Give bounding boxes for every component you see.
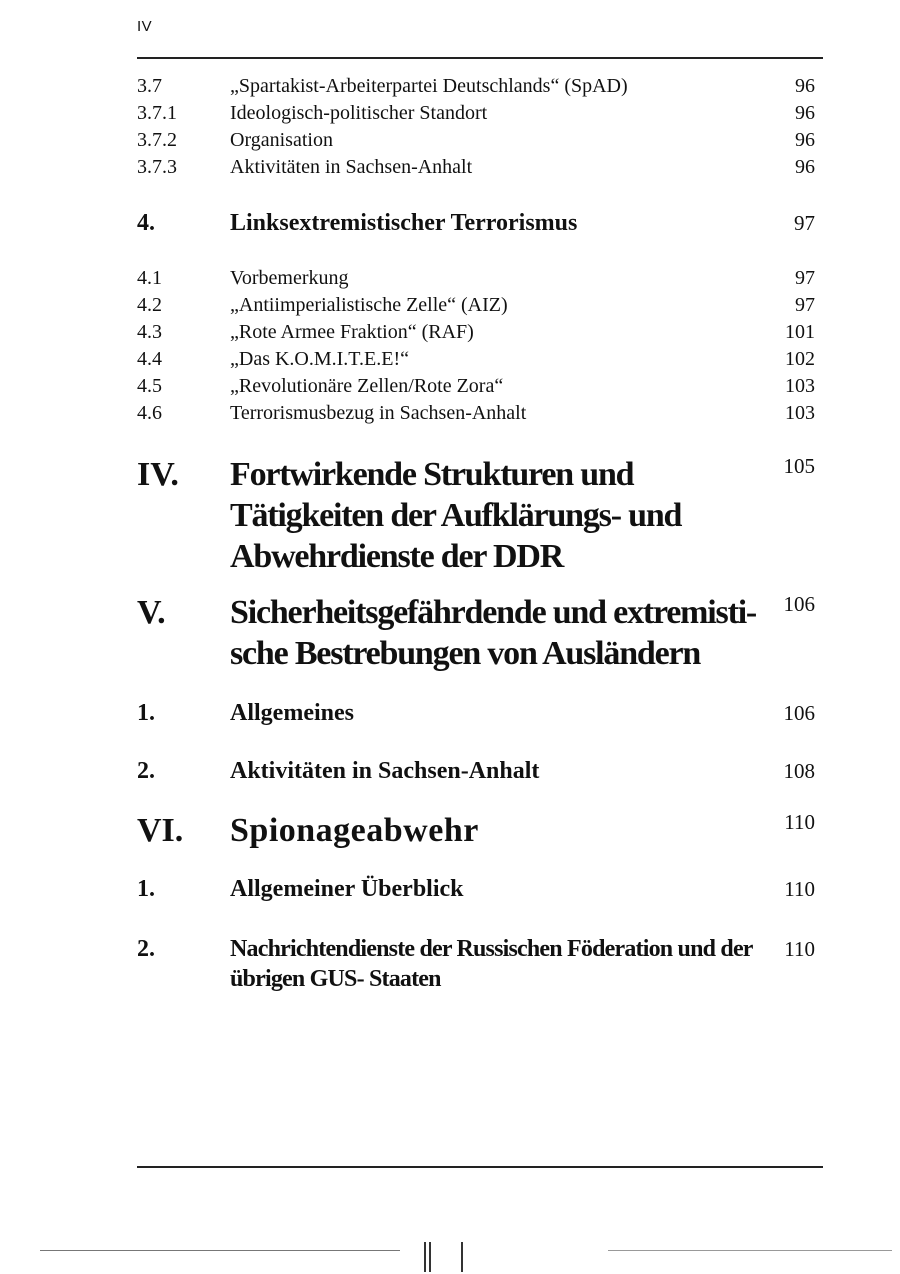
section-title: Aktivitäten in Sachsen-Anhalt <box>230 156 473 178</box>
page-ref: 96 <box>795 129 815 151</box>
page-ref: 110 <box>784 937 815 961</box>
toc-entry-4-5[interactable] <box>0 373 900 400</box>
scan-mark <box>424 1242 426 1272</box>
section-number: 4.3 <box>137 321 162 343</box>
scan-mark <box>461 1242 463 1272</box>
chapter-number: VI. <box>137 812 184 849</box>
section-number: 2. <box>137 936 155 962</box>
section-title: Organisation <box>230 129 333 151</box>
page-ref: 108 <box>783 759 815 783</box>
page-ref: 96 <box>795 156 815 178</box>
page-ref: 103 <box>785 375 815 397</box>
chapter-title: Spionageabwehr <box>230 812 479 849</box>
section-number: 1. <box>137 700 155 726</box>
page-ref: 97 <box>794 211 815 235</box>
section-number: 4.5 <box>137 375 162 397</box>
page-ref: 97 <box>795 294 815 316</box>
scan-mark <box>429 1242 431 1272</box>
section-title: Allgemeines <box>230 700 354 726</box>
section-number: 3.7.1 <box>137 102 177 124</box>
toc-entry-3-7-1[interactable] <box>0 100 900 127</box>
section-title: Aktivitäten in Sachsen-Anhalt <box>230 758 540 784</box>
scan-edge-line-left <box>40 1250 400 1251</box>
bottom-rule <box>137 1166 823 1168</box>
page-ref: 106 <box>783 701 815 725</box>
section-number: 4.2 <box>137 294 162 316</box>
page-ref: 110 <box>784 877 815 901</box>
section-title: Vorbemerkung <box>230 267 349 289</box>
section-number: 3.7.2 <box>137 129 177 151</box>
section-title: Nachrichtendienste der Russischen Föderation und der übrigen GUS- Staaten <box>230 936 753 992</box>
section-number: 4.1 <box>137 267 162 289</box>
toc-entry-3-7[interactable] <box>0 73 900 100</box>
page-ref: 102 <box>785 348 815 370</box>
section-number: 4. <box>137 210 155 236</box>
section-title: „Das K.O.M.I.T.E.E!“ <box>230 348 410 370</box>
section-title: „Revolutionäre Zellen/Rote Zora“ <box>230 375 504 397</box>
section-number: 4.6 <box>137 402 162 424</box>
section-number: 3.7.3 <box>137 156 177 178</box>
section-number: 4.4 <box>137 348 162 370</box>
top-rule <box>137 57 823 59</box>
section-number: 1. <box>137 876 155 902</box>
toc-entry-4-6[interactable] <box>0 400 900 427</box>
section-title: „Spartakist-Arbeiterpartei Deutschlands“ (SpAD) <box>230 75 628 97</box>
section-title: Ideologisch-politischer Standort <box>230 102 488 124</box>
section-number: 2. <box>137 758 155 784</box>
page-ref: 106 <box>783 592 815 616</box>
section-title: „Antiimperialistische Zelle“ (AIZ) <box>230 294 508 316</box>
toc-entry-4-2[interactable] <box>0 292 900 319</box>
page-ref: 96 <box>795 102 815 124</box>
section-title: „Rote Armee Fraktion“ (RAF) <box>230 321 474 343</box>
chapter-title: Fortwirkende Strukturen und Tätigkeiten der Aufklärungs- und Abwehrdienste der DDR <box>230 456 682 575</box>
chapter-number: V. <box>137 594 166 631</box>
page-ref: 101 <box>785 321 815 343</box>
page-ref: 97 <box>795 267 815 289</box>
section-number: 3.7 <box>137 75 162 97</box>
page-ref: 96 <box>795 75 815 97</box>
page-ref: 103 <box>785 402 815 424</box>
toc-entry-3-7-3[interactable] <box>0 154 900 181</box>
toc-entry-4-1[interactable] <box>0 265 900 292</box>
chapter-title: Sicherheitsgefährdende und extremisti-sche Bestrebungen von Ausländern <box>230 594 757 672</box>
section-title: Linksextremistischer Terrorismus <box>230 210 578 236</box>
section-title: Allgemeiner Überblick <box>230 876 464 902</box>
toc-entry-3-7-2[interactable] <box>0 127 900 154</box>
page-number: IV <box>137 18 153 35</box>
scan-edge-line-right <box>608 1250 892 1251</box>
toc-entry-4-3[interactable] <box>0 319 900 346</box>
page-ref: 110 <box>784 810 815 834</box>
chapter-number: IV. <box>137 456 179 493</box>
toc-entry-4-4[interactable] <box>0 346 900 373</box>
page-ref: 105 <box>783 454 815 478</box>
section-title: Terrorismusbezug in Sachsen-Anhalt <box>230 402 527 424</box>
